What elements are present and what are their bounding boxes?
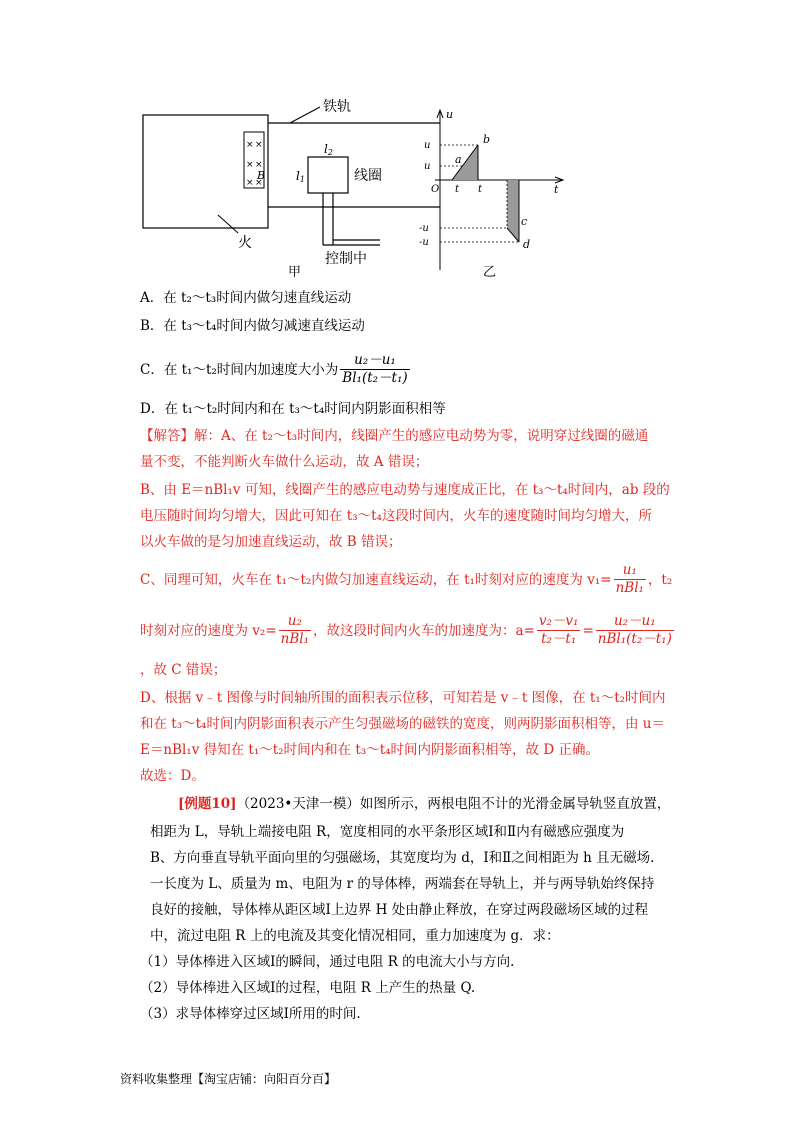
answer-line-11: E＝nBl₁v 得知在 t₁～t₂时间内和在 t₃～t₄时间内阴影面积相等，故 D 正确。: [140, 742, 599, 758]
frac-v1: $\frac{\text{u₁}}{\text{nBl₁}}$: [615, 562, 644, 596]
point-b: b: [483, 133, 491, 146]
tick-u1: u: [424, 161, 431, 172]
svg-text:×: ×: [246, 160, 254, 170]
example10-line-5: 良好的接触，导体棒从距区域Ⅰ上边界 H 处由静止释放，在穿过两段磁场区域的过程: [150, 902, 649, 918]
option-c: [140, 352, 412, 387]
svg-text:×: ×: [255, 140, 263, 150]
answer-line-3: B、由 E＝nBl₁v 可知，线圈产生的感应电动势与速度成正比，在 t₃～t₄时间内，ab 段的: [140, 482, 670, 498]
answer-line-5: 以火车做的是匀加速直线运动，故 B 错误；: [140, 534, 402, 550]
option-b: B．在 t₃～t₄时间内做匀减速直线运动: [140, 318, 365, 334]
example10-line-1: [例题10]（2023•天津一模）如图所示，两根电阻不计的光滑金属导轨竖直放置，: [178, 796, 671, 812]
answer-line-12: 故选：D。: [140, 768, 205, 784]
frac-v2: $\frac{\text{u₂}}{\text{nBl₁}}$: [280, 613, 310, 647]
example10-line-2: 相距为 L，导轨上端接电阻 R，宽度相同的水平条形区域Ⅰ和Ⅱ内有磁感应强度为: [150, 824, 625, 840]
label-l1: l1: [296, 169, 305, 184]
axis-t-label: t: [554, 183, 559, 196]
svg-text:×: ×: [246, 178, 254, 188]
answer-line-10: 和在 t₃～t₄时间内阴影面积表示产生匀强磁场的磁铁的宽度，则两阴影面积相等，由 u＝: [140, 716, 665, 732]
origin-label: O: [431, 184, 440, 195]
answer-line-4: 电压随时间均匀增大，因此可知在 t₃～t₄这段时间内，火车的速度随时间均匀增大，所: [140, 508, 652, 524]
frac-option-c-den: Bl₁(t₂－t₁): [342, 370, 408, 386]
example10-line-6: 中，流过电阻 R 上的电流及其变化情况相同，重力加速度为 g．求：: [150, 928, 560, 944]
frac-option-c-num: u₂－u₁: [340, 352, 409, 370]
figure-yi: [415, 100, 575, 278]
option-a: A．在 t₂～t₃时间内做匀速直线运动: [140, 290, 352, 306]
figure-jia: [140, 95, 440, 280]
svg-text:×: ×: [255, 160, 263, 170]
shade-negative: [507, 180, 519, 242]
tick-t1: t: [455, 184, 460, 195]
tick-u2: u: [424, 140, 431, 151]
tick-neg-u1: -u: [419, 223, 429, 234]
point-d: d: [523, 238, 531, 251]
answer-line-1: 【解答】解：A、在 t₂～t₃时间内，线圈产生的感应电动势为零，说明穿过线圈的磁通: [140, 428, 649, 444]
option-d: D．在 t₁～t₂时间内和在 t₃～t₄时间内阴影面积相等: [140, 401, 446, 417]
example10-q1: （1）导体棒进入区域Ⅰ的瞬间，通过电阻 R 的电流大小与方向.: [140, 954, 515, 970]
answer-line-6: C、同理可知，火车在 t₁～t₂内做匀加速直线运动，在 t₁时刻对应的速度为 v₁= $\frac{\text{u₁}}{\text{nBl₁}}$ ，t₂: [140, 562, 673, 596]
caption-yi: 乙: [483, 265, 497, 278]
answer-tag: 【解答】: [140, 428, 194, 444]
point-a: a: [455, 153, 462, 166]
answer-line-2: 量不变，不能判断火车做什么运动，故 A 错误；: [140, 454, 429, 470]
label-l2: l2: [324, 142, 333, 157]
answer-line-7: 时刻对应的速度为 v₂= $\frac{\text{u₂}}{\text{nBl₁}}$ ，故这段时间内火车的加速度为：a= $\frac{\text{v₂－v₁}}{\text{t₂－t₁}}$ = $\frac{\text{u₂－u₁}}{\text{nBl₁(t₂－t₁)}}$: [140, 613, 672, 647]
caption-jia: 甲: [288, 265, 302, 280]
tick-t2: t: [478, 184, 483, 195]
label-train: 火: [238, 235, 252, 251]
axis-u-label: u: [446, 108, 454, 121]
frac-option-c: [340, 352, 409, 387]
answer-line-9: D、根据 v﹣t 图像与时间轴所围的面积表示位移，可知若是 v﹣t 图像，在 t₁～t₂时间内: [140, 690, 666, 706]
label-B: B: [257, 169, 266, 182]
example10-tag: [例题10]: [178, 796, 237, 812]
svg-text:×: ×: [246, 140, 254, 150]
svg-text:×: ×: [255, 178, 263, 188]
coil: [308, 157, 348, 193]
frac-a2: $\frac{\text{u₂－u₁}}{\text{nBl₁(t₂－t₁)}}$: [597, 613, 672, 647]
label-control: 控制中: [325, 251, 367, 267]
example10-line-4: 一长度为 L、质量为 m、电阻为 r 的导体棒，两端套在导轨上，并与两导轨始终保持: [150, 876, 655, 892]
label-coil: 线圈: [354, 168, 382, 184]
footer: 资料收集整理【淘宝店铺：向阳百分百】: [120, 1072, 337, 1086]
point-c: c: [521, 215, 528, 228]
option-c-text: C．在 t₁～t₂时间内加速度大小为: [140, 361, 339, 378]
label-rail: 铁轨: [323, 99, 351, 115]
answer-line-8: ，故 C 错误；: [140, 662, 227, 678]
frac-a1: $\frac{\text{v₂－v₁}}{\text{t₂－t₁}}$: [538, 613, 579, 647]
example10-q2: （2）导体棒进入区域Ⅰ的过程，电阻 R 上产生的热量 Q.: [140, 980, 476, 996]
example10-q3: （3）求导体棒穿过区域Ⅰ所用的时间.: [140, 1006, 361, 1022]
tick-neg-u2: -u: [419, 237, 429, 248]
example10-line-3: B、方向垂直导轨平面向里的匀强磁场，其宽度均为 d，Ⅰ和Ⅱ之间相距为 h 且无磁场.: [150, 850, 655, 866]
